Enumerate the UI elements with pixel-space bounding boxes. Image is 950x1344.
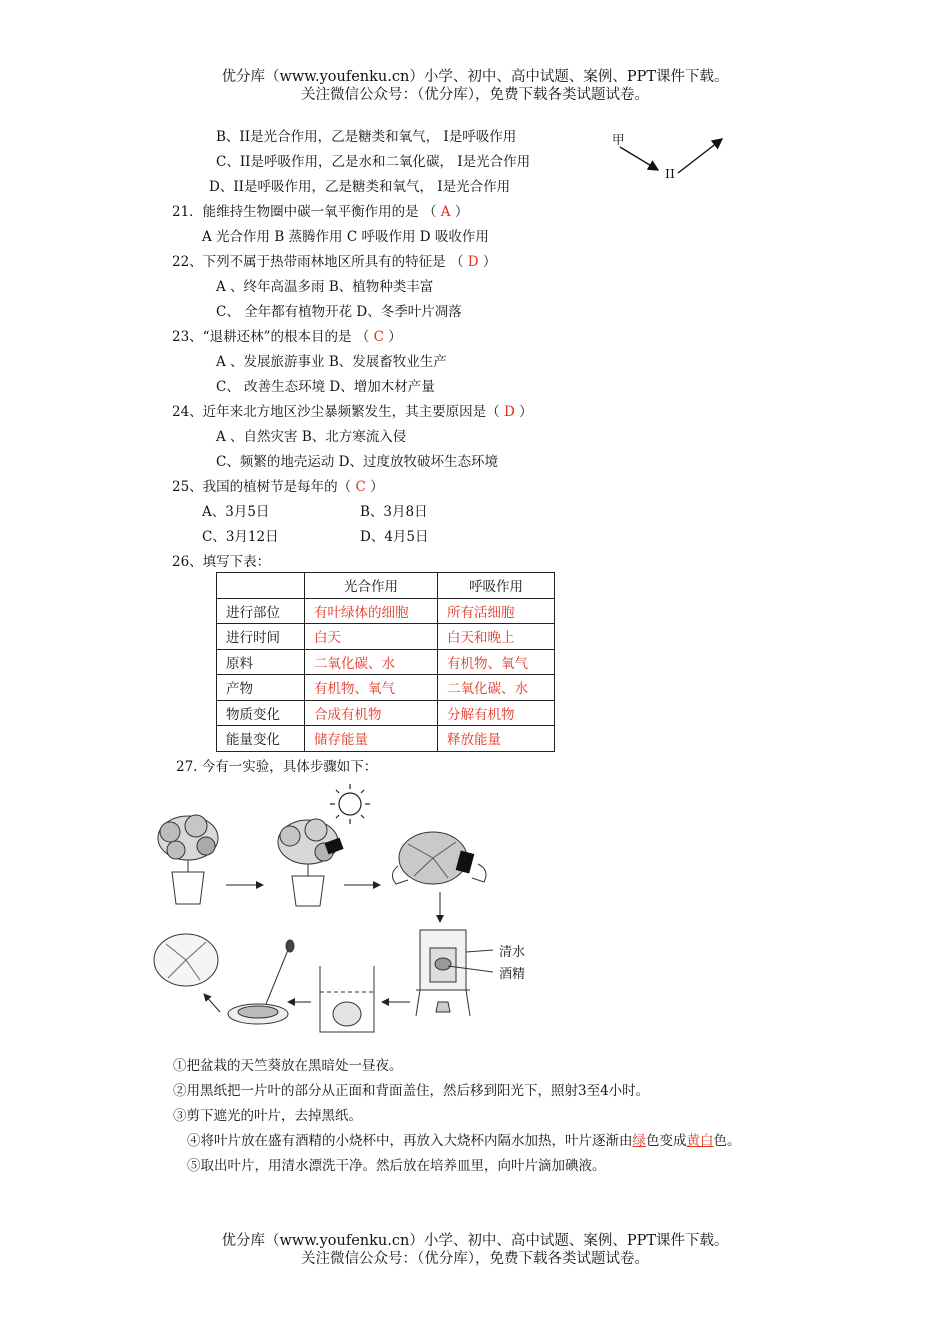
q22-close: ） [482,254,497,270]
q22-stem-text: 22、下列不属于热带雨林地区所具有的特征是 （ [172,254,464,270]
table-cell-answer: 白天 [305,624,438,650]
table-row-label: 能量变化 [217,726,305,752]
stained-leaf-icon [154,934,218,986]
q21-answer: A [440,204,451,220]
q24-stem [172,403,533,421]
q27-step1: ①把盆栽的天竺葵放在黑暗处一昼夜。 [173,1058,403,1074]
q27-step4-mid: 色变成 [646,1133,687,1149]
table-row [217,675,555,701]
q23-stem-text: 23、“退耕还林”的根本目的是 （ [172,329,370,345]
potted-plant-covered-icon [278,819,344,906]
table-row [217,624,555,650]
table-cell-answer: 有机物、氧气 [438,649,555,675]
q27-stem: 27. 今有一实验，具体步骤如下： [176,759,378,775]
q22-answer: D [467,254,479,270]
table-cell-answer: 合成有机物 [305,700,438,726]
q25-option-c: C、3月12日 [202,529,279,545]
q23-stem [172,328,402,346]
table-cell-answer: 有叶绿体的细胞 [305,598,438,624]
beaker-icon [320,966,374,1032]
table-row-label: 进行部位 [217,598,305,624]
q25-stem-text: 25、我国的植树节是每年的（ [172,479,352,495]
q26-stem: 26、填写下表： [172,554,271,570]
q24-answer: D [503,404,515,420]
table-row-label: 进行时间 [217,624,305,650]
water-bath-icon [416,930,493,1016]
sun-icon [330,784,370,824]
table-row [217,649,555,675]
experiment-figure [148,780,538,1040]
q21-close: ） [454,204,469,220]
header-line1: 优分库（www.youfenku.cn）小学、初中、高中试题、案例、PPT课件下载。 [221,69,729,85]
q27-step4-answer-green: 绿 [632,1133,646,1149]
q27-step2: ②用黑纸把一片叶的部分从正面和背面盖住，然后移到阳光下，照射3至4小时。 [173,1083,650,1099]
label-alcohol: 酒精 [499,967,526,982]
q25-answer: C [355,479,366,495]
arrow-up-left-icon [204,994,220,1012]
table-row-label: 物质变化 [217,700,305,726]
q22-options-cd: C、 全年都有植物开花 D、冬季叶片凋落 [216,304,462,320]
potted-plant-icon [158,815,218,904]
q25-option-a: A、3月5日 [202,504,270,520]
table-cell-answer: 储存能量 [305,726,438,752]
q24-stem-text: 24、近年来北方地区沙尘暴频繁发生，其主要原因是（ [172,404,500,420]
q20-option-b: B、II是光合作用，乙是糖类和氧气， I是呼吸作用 [216,129,517,145]
table-row [217,726,555,752]
q25-close: ） [370,479,384,495]
q25-stem [172,478,384,496]
q21-stem [172,203,468,221]
table-header-row [217,573,555,599]
table-cell-answer: 二氧化碳、水 [305,649,438,675]
q27-step4 [187,1132,741,1150]
table-cell-answer: 有机物、氧气 [305,675,438,701]
q20-option-c: C、II是呼吸作用，乙是水和二氧化碳， I是光合作用 [216,154,531,170]
q27-step4-answer-yellow: 黄白 [686,1133,714,1149]
footer-line1: 优分库（www.youfenku.cn）小学、初中、高中试题、案例、PPT课件下载。 [221,1233,729,1249]
table-header-cell [217,573,305,599]
table-header-cell: 光合作用 [305,573,438,599]
petri-dish-icon [228,940,294,1024]
table-row-label: 原料 [217,649,305,675]
q26-table [216,572,555,752]
q27-step4-post: 色。 [713,1133,741,1149]
q24-options-cd: C、频繁的地壳运动 D、过度放牧破坏生态环境 [216,454,498,470]
q21-stem-text: 21．能维持生物圈中碳一氧平衡作用的是 （ [172,204,437,220]
q22-stem [172,253,496,271]
q22-options-ab: A 、终年高温多雨 B、植物种类丰富 [216,279,434,295]
label-jia: 甲 [612,132,625,147]
q27-step4-pre: ④将叶片放在盛有酒精的小烧杯中，再放入大烧杯内隔水加热，叶片逐渐由 [187,1133,633,1149]
arrow-up-right [678,139,722,173]
q24-close: ） [519,404,533,420]
q27-step5: ⑤取出叶片，用清水漂洗干净。然后放在培养皿里，向叶片滴加碘液。 [187,1158,606,1174]
label-water: 清水 [499,945,526,960]
q24-options-ab: A 、自然灾害 B、北方寒流入侵 [216,429,407,445]
footer-line2: 关注微信公众号：（优分库），免费下载各类试题试卷。 [301,1251,649,1267]
table-cell-answer: 所有活细胞 [438,598,555,624]
q25-option-d: D、4月5日 [360,529,429,545]
table-row [217,598,555,624]
table-row [217,700,555,726]
table-header-cell: 呼吸作用 [438,573,555,599]
q23-options-cd: C、 改善生态环境 D、增加木材产量 [216,379,435,395]
table-cell-answer: 二氧化碳、水 [438,675,555,701]
table-cell-answer: 白天和晚上 [438,624,555,650]
table-cell-answer: 释放能量 [438,726,555,752]
header-line2: 关注微信公众号：（优分库），免费下载各类试题试卷。 [301,87,649,103]
q20-option-d: D、II是呼吸作用，乙是糖类和氧气， I是光合作用 [209,179,511,195]
q23-options-ab: A 、发展旅游事业 B、发展畜牧业生产 [216,354,447,370]
q23-answer: C [373,329,384,345]
leaf-cut-icon [392,832,486,884]
q23-close: ） [388,329,402,345]
q27-step3: ③剪下遮光的叶片，去掉黑纸。 [173,1108,362,1124]
label-ii: II [665,166,675,181]
q25-option-b: B、3月8日 [360,504,428,520]
q21-options: A 光合作用 B 蒸腾作用 C 呼吸作用 D 吸收作用 [202,229,489,245]
arrow-down-right [620,147,658,170]
table-cell-answer: 分解有机物 [438,700,555,726]
table-row-label: 产物 [217,675,305,701]
